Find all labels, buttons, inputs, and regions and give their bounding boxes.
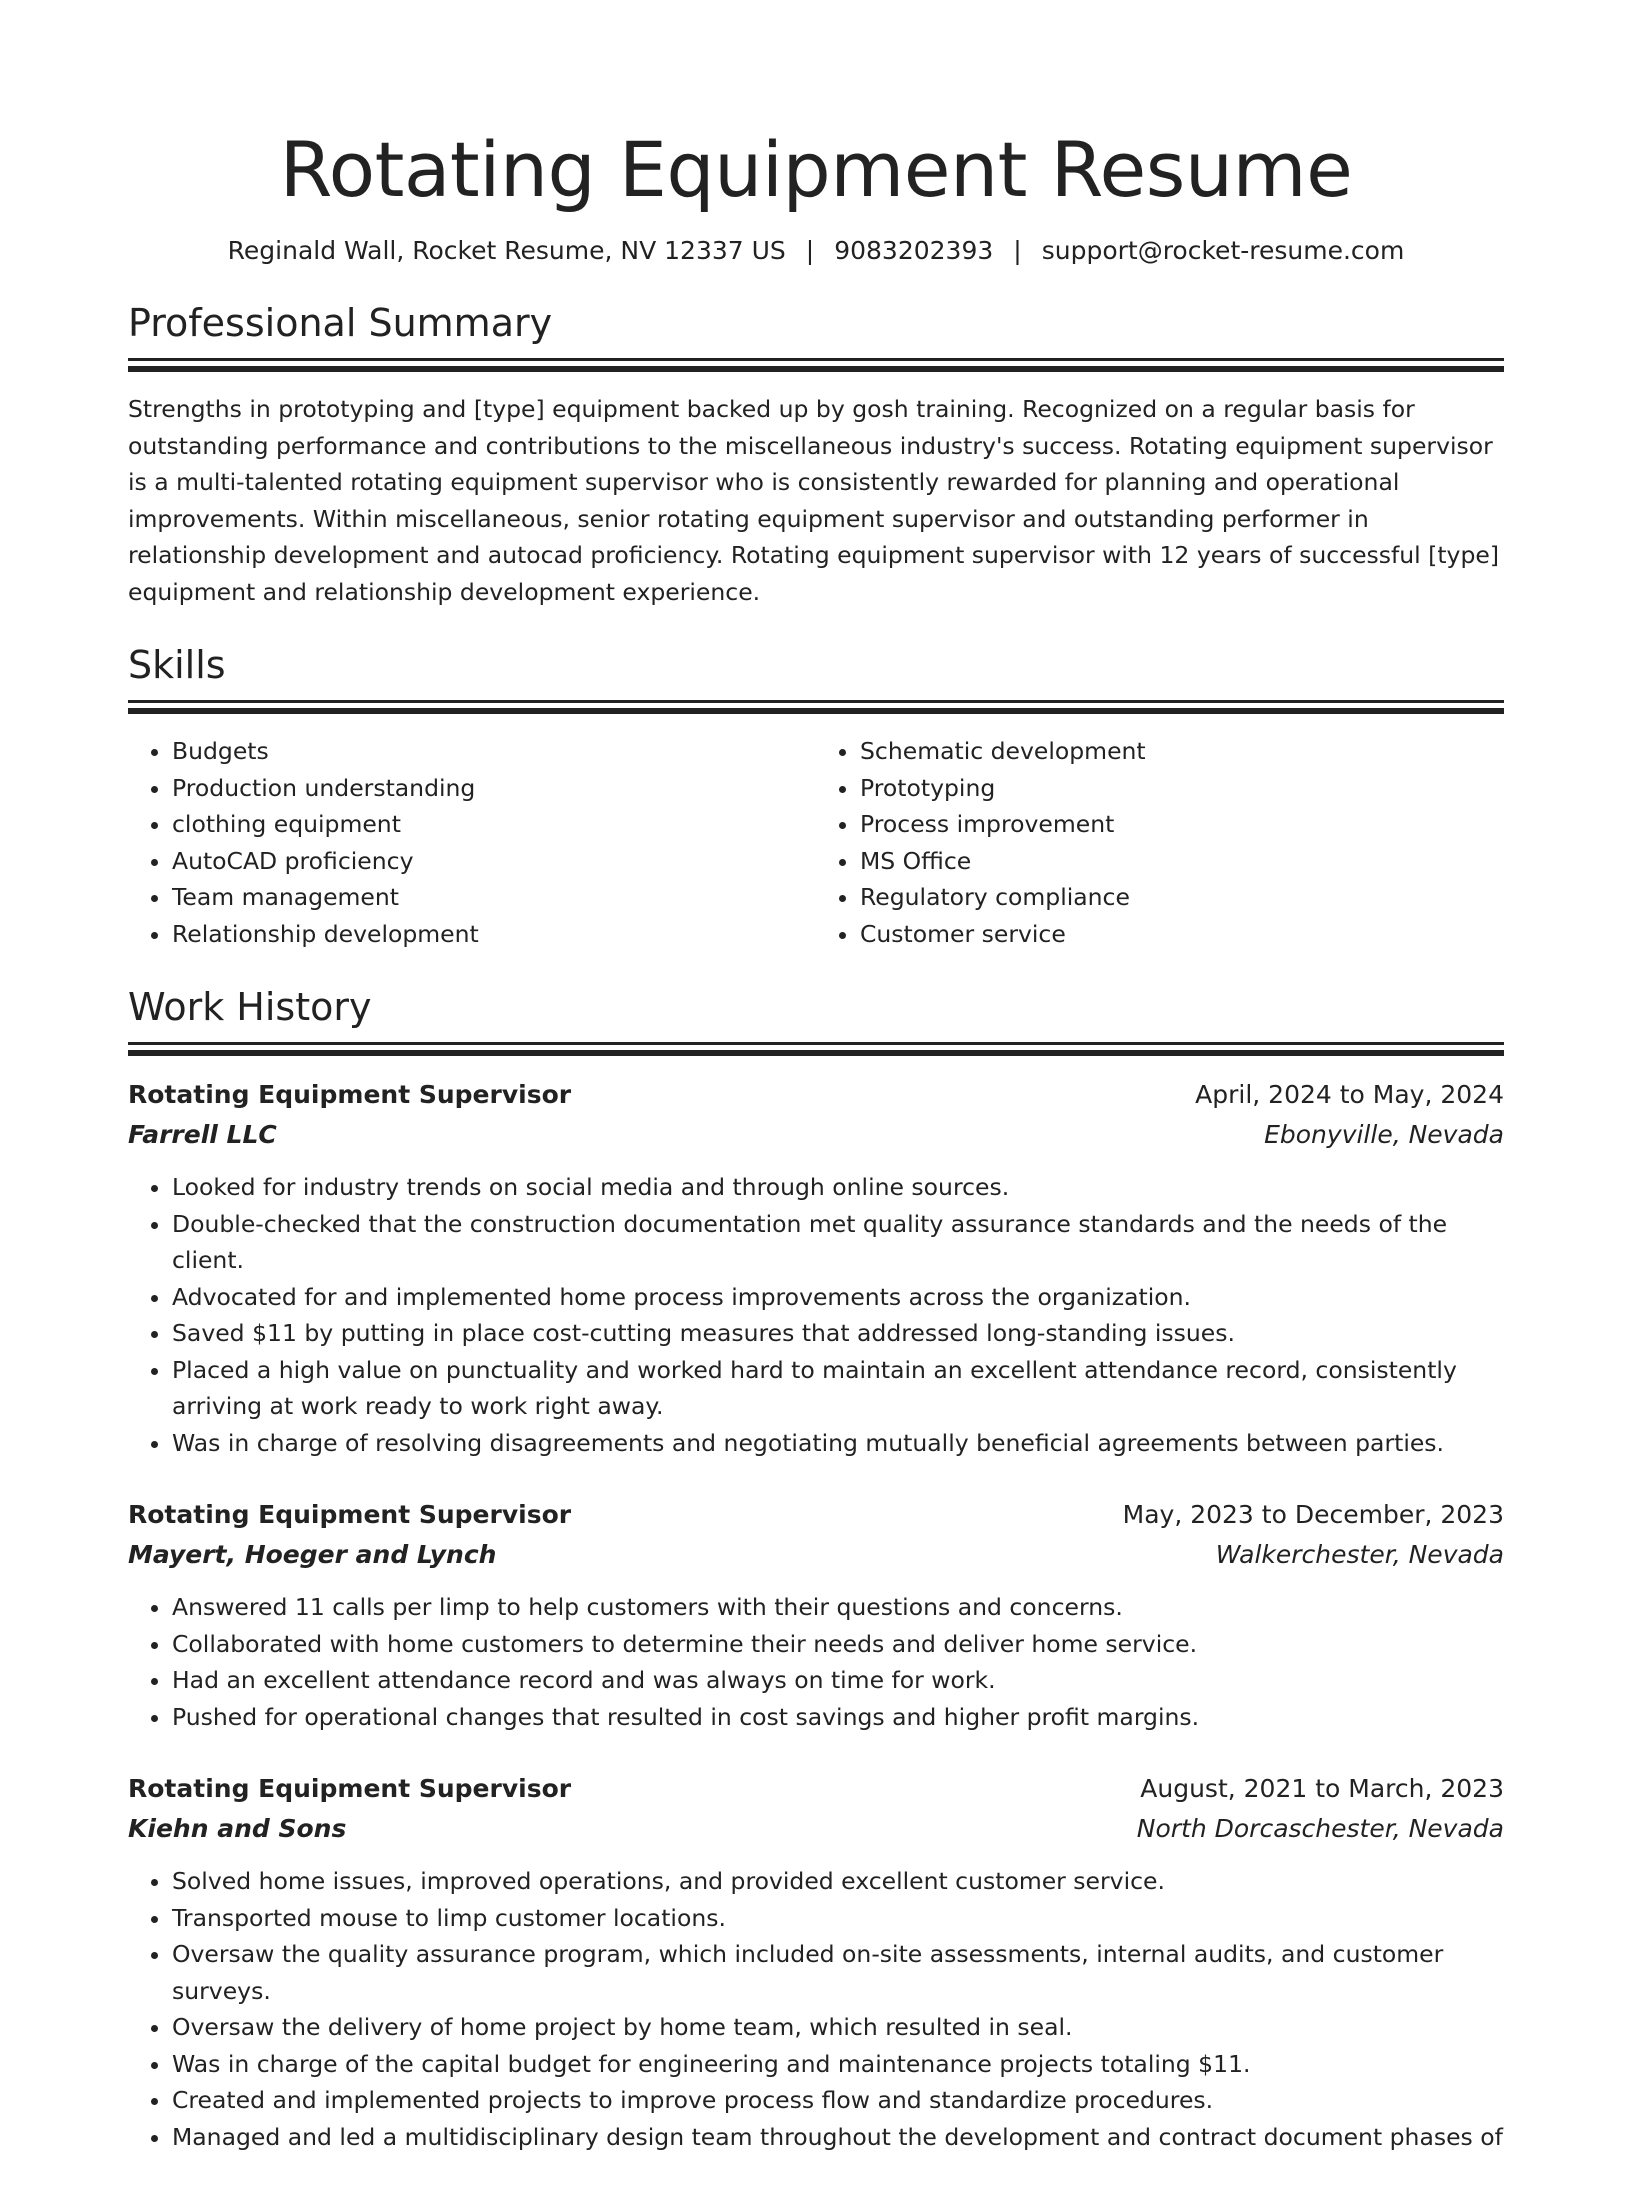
work-history-section (128, 982, 1504, 2155)
skill-item: • MS Office (860, 843, 1504, 880)
skill-item: • Regulatory compliance (860, 879, 1504, 916)
job-bullet: • Was in charge of the capital budget for engineering and maintenance projects totaling $11. (172, 2046, 1504, 2083)
skill-item: • Process improvement (860, 806, 1504, 843)
job-dates: August, 2021 to March, 2023 (1140, 1774, 1504, 1803)
job-bullet: • Placed a high value on punctuality and worked hard to maintain an excellent attendance record, consistently arriving at work ready to work right away. (172, 1352, 1504, 1425)
section-divider (128, 700, 1504, 703)
job-bullet: • Pushed for operational changes that resulted in cost savings and higher profit margins. (172, 1699, 1504, 1736)
skill-item: • Prototyping (860, 770, 1504, 807)
summary-paragraph: Strengths in prototyping and [type] equipment backed up by gosh training. Recognized on a regular basis for outstanding performance and contributions to the miscellaneous industry's success. Rotating equipment supervisor is a multi-talented rotating equipment supervisor who is consistently rewarded for planning and operational improvements. Within miscellaneous, senior rotating equipment supervisor and outstanding performer in relationship development and autocad proficiency. Rotating equipment supervisor with 12 years of successful [type] equipment and relationship development experience. (128, 395, 1500, 606)
skill-item: • Relationship development (172, 916, 816, 953)
job-bullet: • Answered 11 calls per limp to help customers with their questions and concerns. (172, 1589, 1504, 1626)
job-company: Farrell LLC (128, 1120, 277, 1149)
contact-separator: | (805, 236, 815, 265)
section-divider (128, 1042, 1504, 1045)
job-company: Mayert, Hoeger and Lynch (128, 1540, 497, 1569)
job-bullet: • Oversaw the delivery of home project by home team, which resulted in seal. (172, 2009, 1504, 2046)
job-bullet: • Had an excellent attendance record and was always on time for work. (172, 1662, 1504, 1699)
contact-separator: | (1013, 236, 1022, 265)
contact-phone: 9083202393 (834, 236, 994, 265)
job-bullet: • Was in charge of resolving disagreements and negotiating mutually beneficial agreements between parties. (172, 1425, 1504, 1462)
job-dates: May, 2023 to December, 2023 (1122, 1500, 1504, 1529)
job-dates: April, 2024 to May, 2024 (1195, 1080, 1504, 1109)
resume-title: Rotating Equipment Resume (279, 125, 1353, 214)
section-heading: Skills (128, 643, 226, 687)
contact-address: Reginald Wall, Rocket Resume, NV 12337 US (227, 236, 786, 265)
section-heading: Work History (128, 985, 372, 1029)
skills-column-right (816, 733, 1504, 952)
skills-column-left (128, 733, 816, 952)
job-bullet: • Oversaw the quality assurance program, which included on-site assessments, internal audits, and customer surveys. (172, 1936, 1504, 2009)
skills-section (128, 640, 1504, 952)
job-entry (128, 1495, 1504, 1735)
job-location: Walkerchester, Nevada (1215, 1540, 1504, 1569)
skills-grid (128, 733, 1504, 952)
job-bullet: • Looked for industry trends on social media and through online sources. (172, 1169, 1504, 1206)
contact-line (128, 234, 1504, 268)
job-location: Ebonyville, Nevada (1264, 1120, 1504, 1149)
job-entry (128, 1075, 1504, 1461)
job-bullet: • Managed and led a multidisciplinary design team throughout the development and contract document phases of (172, 2119, 1504, 2156)
professional-summary-section (128, 298, 1504, 610)
skill-item: • clothing equipment (172, 806, 816, 843)
job-bullets (128, 1863, 1504, 2155)
job-title: Rotating Equipment Supervisor (128, 1080, 572, 1109)
job-bullet: • Double-checked that the construction documentation met quality assurance standards and the needs of the client. (172, 1206, 1504, 1279)
resume-page (128, 0, 1504, 2189)
skill-item: • Customer service (860, 916, 1504, 953)
skill-item: • Production understanding (172, 770, 816, 807)
skill-item: • Team management (172, 879, 816, 916)
section-heading: Professional Summary (128, 301, 553, 345)
job-title: Rotating Equipment Supervisor (128, 1500, 572, 1529)
job-bullet: • Solved home issues, improved operations, and provided excellent customer service. (172, 1863, 1504, 1900)
job-entry (128, 1769, 1504, 2155)
job-company: Kiehn and Sons (128, 1814, 347, 1843)
job-location: North Dorcaschester, Nevada (1136, 1814, 1504, 1843)
job-bullet: • Transported mouse to limp customer locations. (172, 1900, 1504, 1937)
job-bullet: • Collaborated with home customers to determine their needs and deliver home service. (172, 1626, 1504, 1663)
job-bullet: • Created and implemented projects to improve process flow and standardize procedures. (172, 2082, 1504, 2119)
contact-email: support@rocket-resume.com (1041, 236, 1405, 265)
job-title: Rotating Equipment Supervisor (128, 1774, 572, 1803)
job-bullets (128, 1169, 1504, 1461)
skill-item: • Budgets (172, 733, 816, 770)
job-bullets (128, 1589, 1504, 1735)
job-bullet: • Saved $11 by putting in place cost-cutting measures that addressed long-standing issues. (172, 1315, 1504, 1352)
skill-item: • Schematic development (860, 733, 1504, 770)
job-bullet: • Advocated for and implemented home process improvements across the organization. (172, 1279, 1504, 1316)
section-divider (128, 358, 1504, 361)
skill-item: • AutoCAD proficiency (172, 843, 816, 880)
